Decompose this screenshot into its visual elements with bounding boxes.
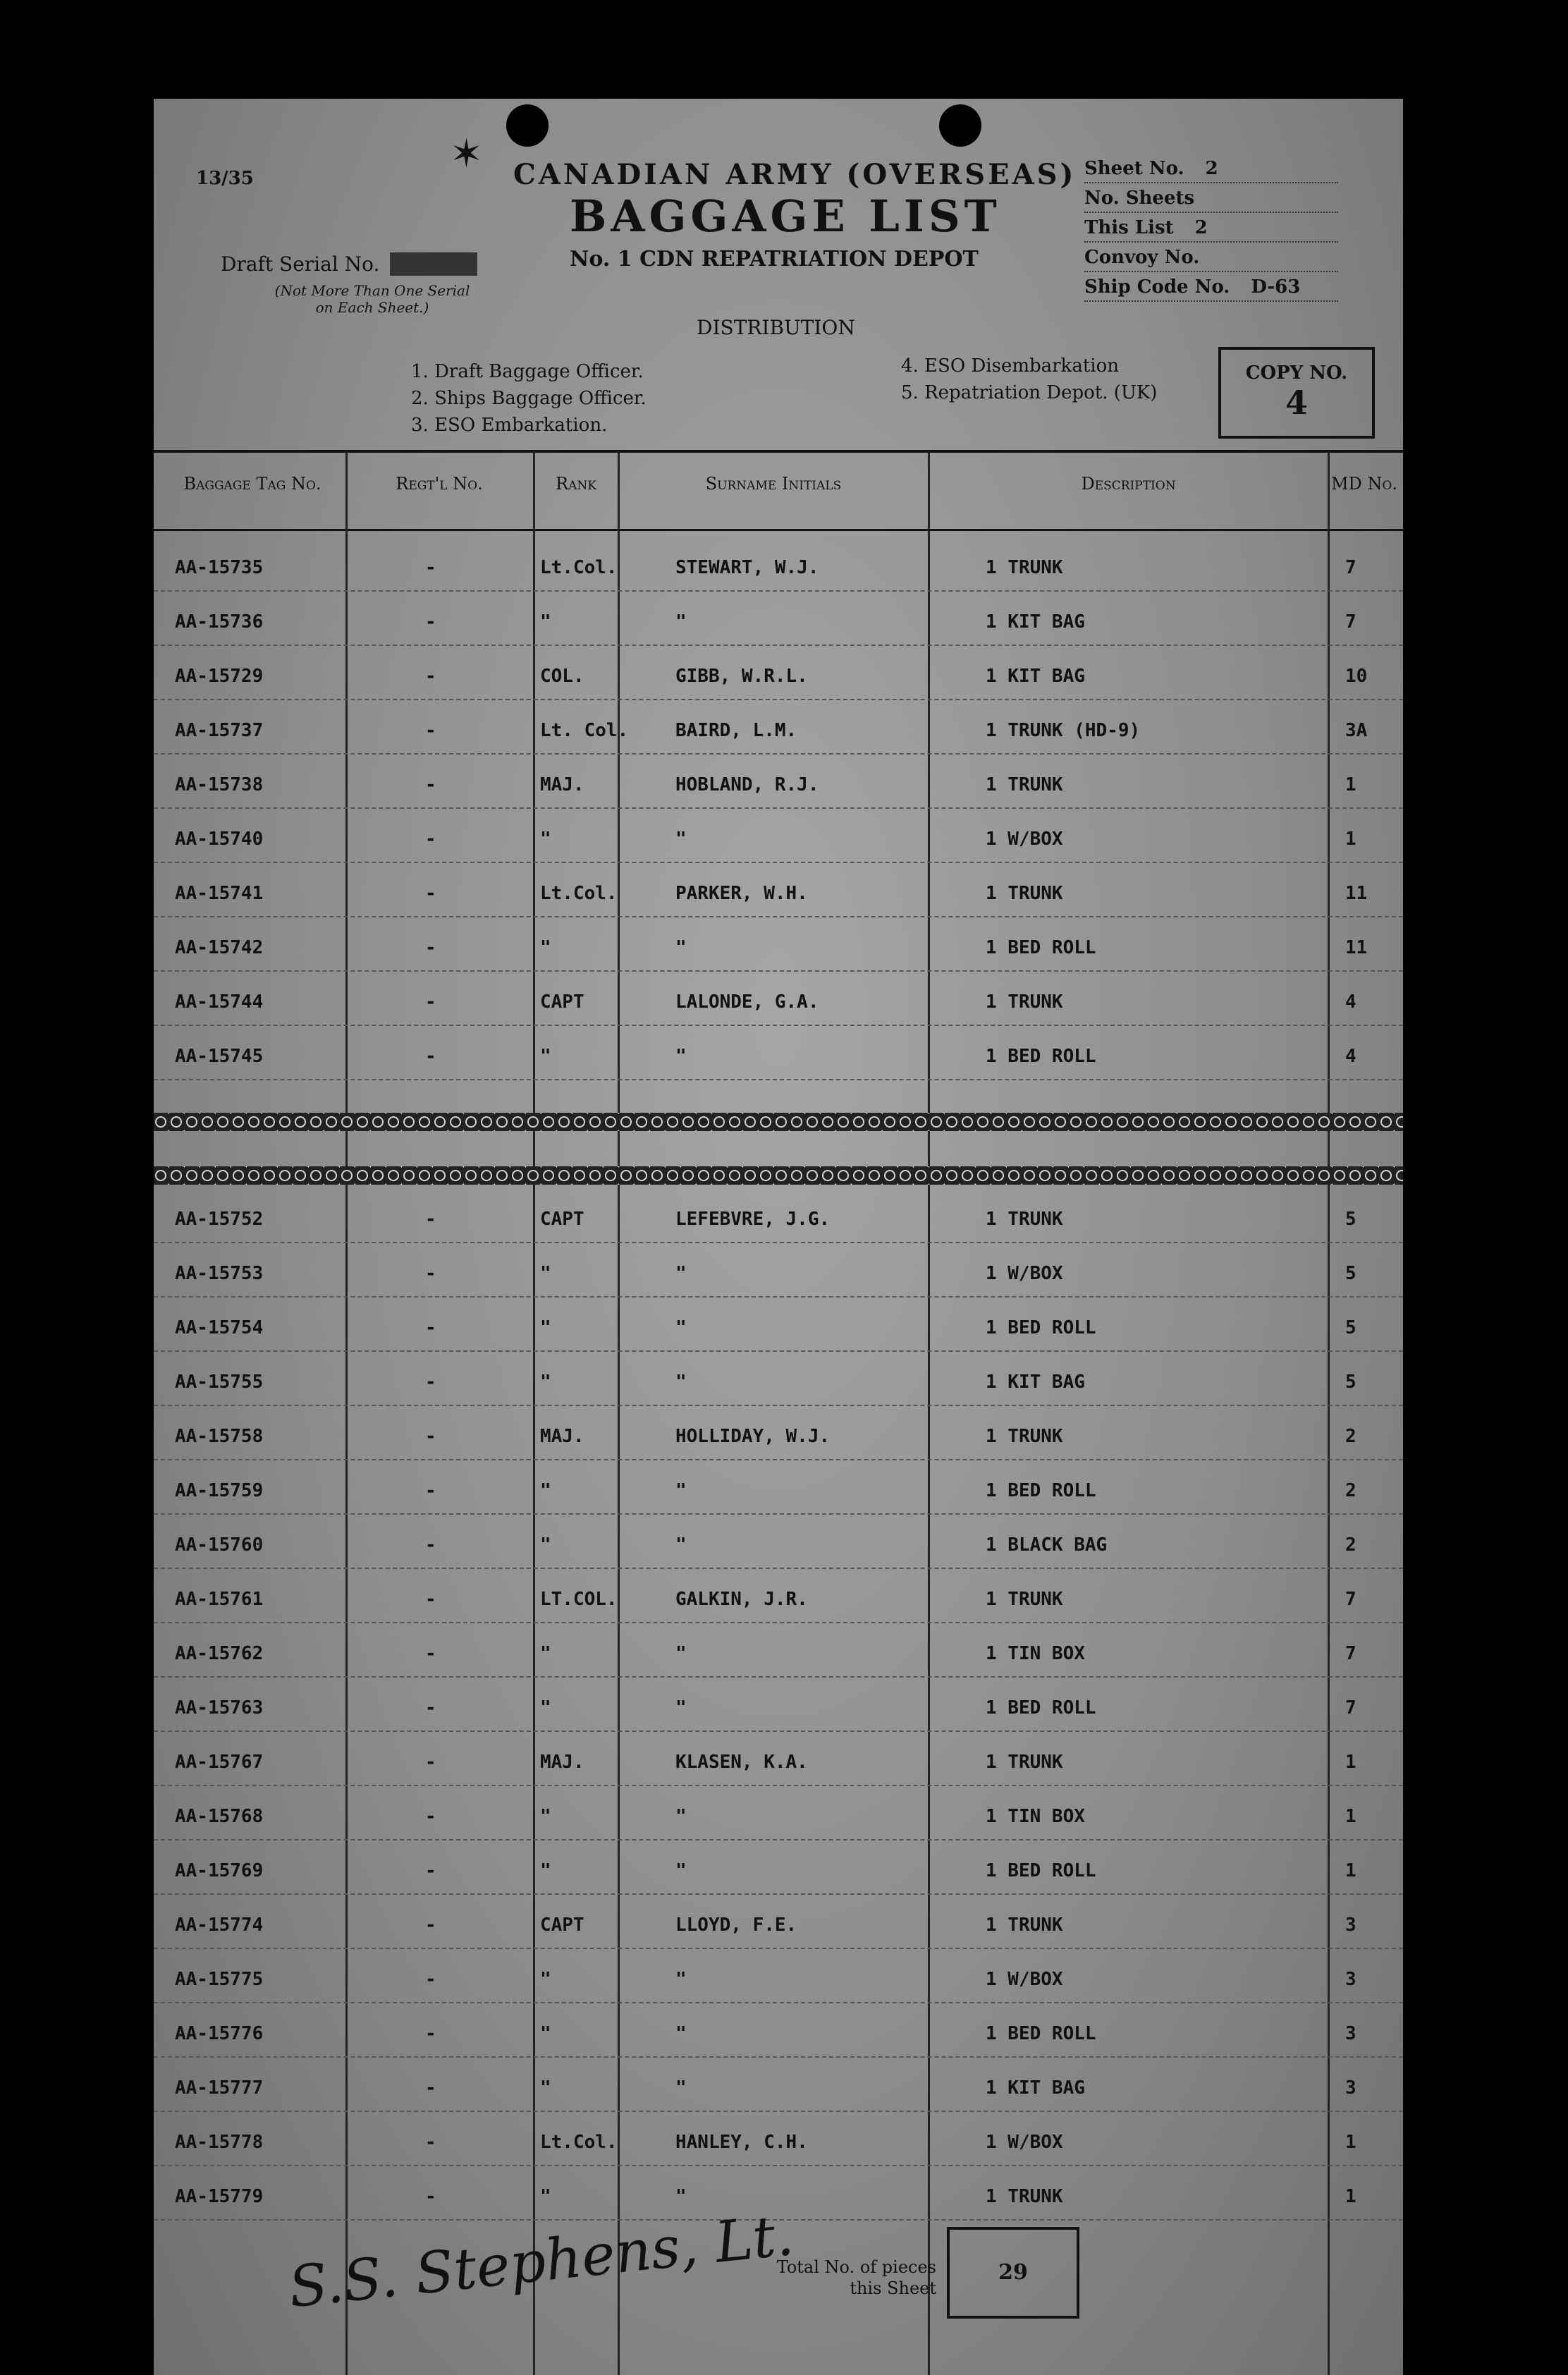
cell-desc: 1 BED ROLL bbox=[986, 2023, 1096, 2044]
col-header-regtl: Regt'l No. bbox=[396, 474, 483, 494]
cell-tag: AA-15742 bbox=[175, 937, 264, 958]
cell-name: " bbox=[675, 2023, 687, 2044]
cell-tag: AA-15759 bbox=[175, 1480, 264, 1501]
table-row bbox=[154, 1676, 1403, 1732]
cell-md: 3 bbox=[1345, 1915, 1356, 1936]
draft-serial-value: █████ bbox=[390, 252, 477, 276]
cell-rank: CAPT bbox=[540, 991, 584, 1013]
cell-tag: AA-15752 bbox=[175, 1209, 264, 1230]
cell-desc: 1 TRUNK bbox=[986, 1752, 1063, 1773]
copy-number-box: COPY NO. 4 bbox=[1218, 347, 1375, 439]
cell-name: " bbox=[675, 1046, 687, 1067]
cell-name: " bbox=[675, 1263, 687, 1284]
cell-regtl: - bbox=[425, 1589, 436, 1610]
cell-rank: MAJ. bbox=[540, 1426, 584, 1447]
cell-desc: 1 BLACK BAG bbox=[986, 1534, 1108, 1556]
table-row bbox=[154, 1296, 1403, 1352]
cell-tag: AA-15763 bbox=[175, 1697, 264, 1718]
cell-regtl: - bbox=[425, 937, 436, 958]
cell-desc: 1 TRUNK bbox=[986, 557, 1063, 578]
cell-name: " bbox=[675, 1372, 687, 1393]
col-header-tag: Baggage Tag No. bbox=[183, 474, 321, 494]
cell-name: KLASEN, K.A. bbox=[675, 1752, 808, 1773]
cell-rank: MAJ. bbox=[540, 774, 584, 795]
cell-desc: 1 KIT BAG bbox=[986, 1372, 1085, 1393]
convoy-field: Convoy No. bbox=[1084, 247, 1338, 272]
cell-name: HOLLIDAY, W.J. bbox=[675, 1426, 831, 1447]
cell-regtl: - bbox=[425, 1752, 436, 1773]
cell-regtl: - bbox=[425, 1915, 436, 1936]
cell-rank: " bbox=[540, 1480, 551, 1501]
cell-tag: AA-15745 bbox=[175, 1046, 264, 1067]
cell-rank: " bbox=[540, 1806, 551, 1827]
distribution-list-right: 4. ESO Disembarkation 5. Repatriation Depot. (UK) bbox=[901, 355, 1158, 403]
total-pieces-box: 29 bbox=[947, 2227, 1079, 2319]
cell-tag: AA-15736 bbox=[175, 611, 264, 633]
cell-name: LLOYD, F.E. bbox=[675, 1915, 797, 1936]
cell-tag: AA-15774 bbox=[175, 1915, 264, 1936]
cell-md: 3 bbox=[1345, 2077, 1356, 2099]
cell-desc: 1 TRUNK bbox=[986, 1209, 1063, 1230]
cell-desc: 1 BED ROLL bbox=[986, 937, 1096, 958]
signature: S.S. Stephens, Lt. bbox=[286, 2202, 797, 2321]
struck-out-row bbox=[154, 1166, 1403, 1185]
cell-name: " bbox=[675, 611, 687, 633]
cell-name: HOBLAND, R.J. bbox=[675, 774, 819, 795]
cell-name: BAIRD, L.M. bbox=[675, 720, 797, 741]
cell-md: 2 bbox=[1345, 1480, 1356, 1501]
cell-name: STEWART, W.J. bbox=[675, 557, 819, 578]
cell-name: " bbox=[675, 2186, 687, 2207]
cell-name: PARKER, W.H. bbox=[675, 883, 808, 904]
cell-md: 1 bbox=[1345, 2186, 1356, 2207]
cell-regtl: - bbox=[425, 774, 436, 795]
cell-md: 5 bbox=[1345, 1317, 1356, 1338]
cell-rank: " bbox=[540, 2186, 551, 2207]
cell-tag: AA-15762 bbox=[175, 1643, 264, 1664]
col-header-rank: Rank bbox=[556, 474, 596, 494]
sheet-info bbox=[1084, 158, 1338, 306]
cell-desc: 1 W/BOX bbox=[986, 1969, 1063, 1990]
cell-tag: AA-15754 bbox=[175, 1317, 264, 1338]
cell-rank: Lt.Col. bbox=[540, 557, 618, 578]
cell-desc: 1 TRUNK bbox=[986, 1426, 1063, 1447]
cell-rank: " bbox=[540, 829, 551, 850]
cell-regtl: - bbox=[425, 1969, 436, 1990]
cell-rank: Lt.Col. bbox=[540, 883, 618, 904]
cell-tag: AA-15735 bbox=[175, 557, 264, 578]
form-code: 13/35 bbox=[196, 168, 254, 189]
cell-desc: 1 TIN BOX bbox=[986, 1806, 1085, 1827]
table-row bbox=[154, 862, 1403, 917]
cell-md: 5 bbox=[1345, 1263, 1356, 1284]
cell-name: " bbox=[675, 829, 687, 850]
cell-regtl: - bbox=[425, 829, 436, 850]
cell-desc: 1 BED ROLL bbox=[986, 1317, 1096, 1338]
cell-md: 1 bbox=[1345, 1860, 1356, 1881]
cell-regtl: - bbox=[425, 1372, 436, 1393]
cell-md: 7 bbox=[1345, 1697, 1356, 1718]
cell-name: " bbox=[675, 1534, 687, 1556]
sheet-no-field: Sheet No. 2 bbox=[1084, 158, 1338, 183]
cell-regtl: - bbox=[425, 2077, 436, 2099]
table-row bbox=[154, 2002, 1403, 2058]
cell-name: " bbox=[675, 1806, 687, 1827]
cell-rank: COL. bbox=[540, 666, 584, 687]
cell-md: 11 bbox=[1345, 883, 1368, 904]
cell-desc: 1 BED ROLL bbox=[986, 1046, 1096, 1067]
cell-tag: AA-15775 bbox=[175, 1969, 264, 1990]
cell-rank: LT.COL. bbox=[540, 1589, 618, 1610]
handwritten-mark: ✶ bbox=[450, 131, 483, 177]
cell-tag: AA-15769 bbox=[175, 1860, 264, 1881]
cell-md: 5 bbox=[1345, 1372, 1356, 1393]
punch-hole bbox=[939, 104, 981, 147]
cell-rank: " bbox=[540, 1534, 551, 1556]
cell-regtl: - bbox=[425, 883, 436, 904]
cell-regtl: - bbox=[425, 1263, 436, 1284]
cell-name: GIBB, W.R.L. bbox=[675, 666, 808, 687]
cell-desc: 1 TRUNK bbox=[986, 2186, 1063, 2207]
cell-desc: 1 TRUNK bbox=[986, 1915, 1063, 1936]
cell-md: 5 bbox=[1345, 1209, 1356, 1230]
cell-name: " bbox=[675, 1969, 687, 1990]
cell-rank: " bbox=[540, 1860, 551, 1881]
table-row bbox=[154, 1568, 1403, 1623]
table-row bbox=[154, 1242, 1403, 1298]
cell-tag: AA-15776 bbox=[175, 2023, 264, 2044]
cell-desc: 1 TRUNK bbox=[986, 991, 1063, 1013]
col-header-surname: Surname Initials bbox=[705, 474, 842, 494]
cell-rank: " bbox=[540, 1046, 551, 1067]
cell-regtl: - bbox=[425, 720, 436, 741]
cell-md: 3 bbox=[1345, 1969, 1356, 1990]
cell-tag: AA-15755 bbox=[175, 1372, 264, 1393]
cell-name: " bbox=[675, 1860, 687, 1881]
cell-desc: 1 KIT BAG bbox=[986, 666, 1085, 687]
cell-rank: Lt.Col. bbox=[540, 2132, 618, 2153]
table-row bbox=[154, 916, 1403, 972]
cell-tag: AA-15758 bbox=[175, 1426, 264, 1447]
cell-regtl: - bbox=[425, 666, 436, 687]
cell-name: GALKIN, J.R. bbox=[675, 1589, 808, 1610]
cell-rank: " bbox=[540, 2023, 551, 2044]
cell-md: 4 bbox=[1345, 991, 1356, 1013]
cell-tag: AA-15753 bbox=[175, 1263, 264, 1284]
draft-serial-label: Draft Serial No. bbox=[221, 252, 380, 276]
cell-regtl: - bbox=[425, 2132, 436, 2153]
cell-desc: 1 TRUNK bbox=[986, 774, 1063, 795]
cell-regtl: - bbox=[425, 1426, 436, 1447]
depot-name: No. 1 CDN REPATRIATION DEPOT bbox=[570, 247, 979, 271]
draft-serial-field bbox=[221, 252, 477, 276]
cell-tag: AA-15744 bbox=[175, 991, 264, 1013]
cell-desc: 1 W/BOX bbox=[986, 829, 1063, 850]
cell-tag: AA-15761 bbox=[175, 1589, 264, 1610]
cell-name: " bbox=[675, 1643, 687, 1664]
cell-rank: " bbox=[540, 937, 551, 958]
cell-rank: MAJ. bbox=[540, 1752, 584, 1773]
cell-rank: " bbox=[540, 1969, 551, 1990]
cell-desc: 1 W/BOX bbox=[986, 2132, 1063, 2153]
cell-desc: 1 KIT BAG bbox=[986, 611, 1085, 633]
cell-regtl: - bbox=[425, 1860, 436, 1881]
table-row bbox=[154, 590, 1403, 646]
table-row bbox=[154, 1785, 1403, 1840]
cell-rank: " bbox=[540, 1697, 551, 1718]
army-heading: CANADIAN ARMY (OVERSEAS) bbox=[513, 158, 1077, 191]
cell-regtl: - bbox=[425, 1806, 436, 1827]
table-row bbox=[154, 1622, 1403, 1678]
table-row bbox=[154, 1025, 1403, 1080]
cell-md: 1 bbox=[1345, 1752, 1356, 1773]
cell-rank: CAPT bbox=[540, 1915, 584, 1936]
table-row bbox=[154, 1459, 1403, 1515]
cell-md: 3A bbox=[1345, 720, 1368, 741]
cell-name: " bbox=[675, 1317, 687, 1338]
punch-hole bbox=[506, 104, 549, 147]
cell-desc: 1 TRUNK (HD-9) bbox=[986, 720, 1141, 741]
struck-out-row bbox=[154, 1113, 1403, 1131]
cell-regtl: - bbox=[425, 1480, 436, 1501]
cell-md: 7 bbox=[1345, 611, 1356, 633]
cell-regtl: - bbox=[425, 2023, 436, 2044]
cell-md: 7 bbox=[1345, 1589, 1356, 1610]
cell-desc: 1 BED ROLL bbox=[986, 1860, 1096, 1881]
cell-regtl: - bbox=[425, 1046, 436, 1067]
cell-regtl: - bbox=[425, 1317, 436, 1338]
cell-md: 2 bbox=[1345, 1534, 1356, 1556]
cell-regtl: - bbox=[425, 1209, 436, 1230]
cell-md: 1 bbox=[1345, 829, 1356, 850]
ship-code-field: Ship Code No. D-63 bbox=[1084, 276, 1338, 302]
cell-name: " bbox=[675, 1697, 687, 1718]
cell-regtl: - bbox=[425, 1534, 436, 1556]
cell-regtl: - bbox=[425, 1697, 436, 1718]
table-row bbox=[154, 645, 1403, 700]
cell-rank: " bbox=[540, 1643, 551, 1664]
cell-desc: 1 BED ROLL bbox=[986, 1697, 1096, 1718]
header-bottom-rule bbox=[154, 529, 1403, 531]
col-header-md: MD No. bbox=[1330, 474, 1397, 494]
cell-md: 1 bbox=[1345, 774, 1356, 795]
cell-desc: 1 TRUNK bbox=[986, 883, 1063, 904]
page-title: BAGGAGE LIST bbox=[570, 190, 1001, 242]
cell-tag: AA-15760 bbox=[175, 1534, 264, 1556]
cell-tag: AA-15738 bbox=[175, 774, 264, 795]
this-list-field: This List 2 bbox=[1084, 217, 1338, 243]
cell-tag: AA-15741 bbox=[175, 883, 264, 904]
cell-rank: " bbox=[540, 1263, 551, 1284]
baggage-list-sheet bbox=[154, 99, 1403, 2375]
cell-tag: AA-15740 bbox=[175, 829, 264, 850]
distribution-list-left: 1. Draft Baggage Officer. 2. Ships Baggage Officer. 3. ESO Embarkation. bbox=[411, 361, 647, 436]
cell-tag: AA-15779 bbox=[175, 2186, 264, 2207]
cell-desc: 1 TRUNK bbox=[986, 1589, 1063, 1610]
cell-tag: AA-15777 bbox=[175, 2077, 264, 2099]
table-row bbox=[154, 536, 1403, 592]
cell-regtl: - bbox=[425, 2186, 436, 2207]
cell-md: 11 bbox=[1345, 937, 1368, 958]
table-row bbox=[154, 1188, 1403, 1243]
col-header-description: Description bbox=[1081, 474, 1176, 494]
cell-rank: " bbox=[540, 1317, 551, 1338]
table-row bbox=[154, 1893, 1403, 1949]
table-row bbox=[154, 1513, 1403, 1569]
table-row bbox=[154, 753, 1403, 809]
cell-md: 1 bbox=[1345, 2132, 1356, 2153]
cell-tag: AA-15737 bbox=[175, 720, 264, 741]
cell-md: 1 bbox=[1345, 1806, 1356, 1827]
table-row bbox=[154, 807, 1403, 863]
cell-md: 2 bbox=[1345, 1426, 1356, 1447]
table-row bbox=[154, 1350, 1403, 1406]
cell-regtl: - bbox=[425, 557, 436, 578]
cell-desc: 1 W/BOX bbox=[986, 1263, 1063, 1284]
table-row bbox=[154, 970, 1403, 1026]
cell-tag: AA-15729 bbox=[175, 666, 264, 687]
cell-regtl: - bbox=[425, 1643, 436, 1664]
cell-tag: AA-15767 bbox=[175, 1752, 264, 1773]
cell-rank: " bbox=[540, 611, 551, 633]
cell-tag: AA-15768 bbox=[175, 1806, 264, 1827]
table-row bbox=[154, 1839, 1403, 1895]
table-row bbox=[154, 699, 1403, 755]
cell-name: " bbox=[675, 937, 687, 958]
table-row bbox=[154, 2056, 1403, 2112]
cell-rank: Lt. Col. bbox=[540, 720, 629, 741]
cell-rank: " bbox=[540, 1372, 551, 1393]
cell-name: " bbox=[675, 2077, 687, 2099]
no-sheets-field: No. Sheets bbox=[1084, 188, 1338, 213]
cell-name: LEFEBVRE, J.G. bbox=[675, 1209, 831, 1230]
cell-name: " bbox=[675, 1480, 687, 1501]
cell-tag: AA-15778 bbox=[175, 2132, 264, 2153]
table-top-rule bbox=[154, 450, 1403, 453]
cell-md: 4 bbox=[1345, 1046, 1356, 1067]
cell-md: 3 bbox=[1345, 2023, 1356, 2044]
table-row bbox=[154, 1730, 1403, 1786]
cell-rank: " bbox=[540, 2077, 551, 2099]
table-row bbox=[154, 1948, 1403, 2003]
total-label: Total No. of pieces this Sheet bbox=[776, 2257, 936, 2298]
cell-desc: 1 KIT BAG bbox=[986, 2077, 1085, 2099]
cell-regtl: - bbox=[425, 991, 436, 1013]
cell-desc: 1 TIN BOX bbox=[986, 1643, 1085, 1664]
cell-regtl: - bbox=[425, 611, 436, 633]
cell-desc: 1 BED ROLL bbox=[986, 1480, 1096, 1501]
cell-rank: CAPT bbox=[540, 1209, 584, 1230]
cell-md: 10 bbox=[1345, 666, 1368, 687]
table-row bbox=[154, 2111, 1403, 2166]
table-row bbox=[154, 1405, 1403, 1460]
cell-md: 7 bbox=[1345, 557, 1356, 578]
cell-md: 7 bbox=[1345, 1643, 1356, 1664]
draft-note: (Not More Than One Serial on Each Sheet.) bbox=[274, 282, 470, 316]
cell-name: LALONDE, G.A. bbox=[675, 991, 819, 1013]
distribution-title: DISTRIBUTION bbox=[697, 316, 855, 339]
cell-name: HANLEY, C.H. bbox=[675, 2132, 808, 2153]
